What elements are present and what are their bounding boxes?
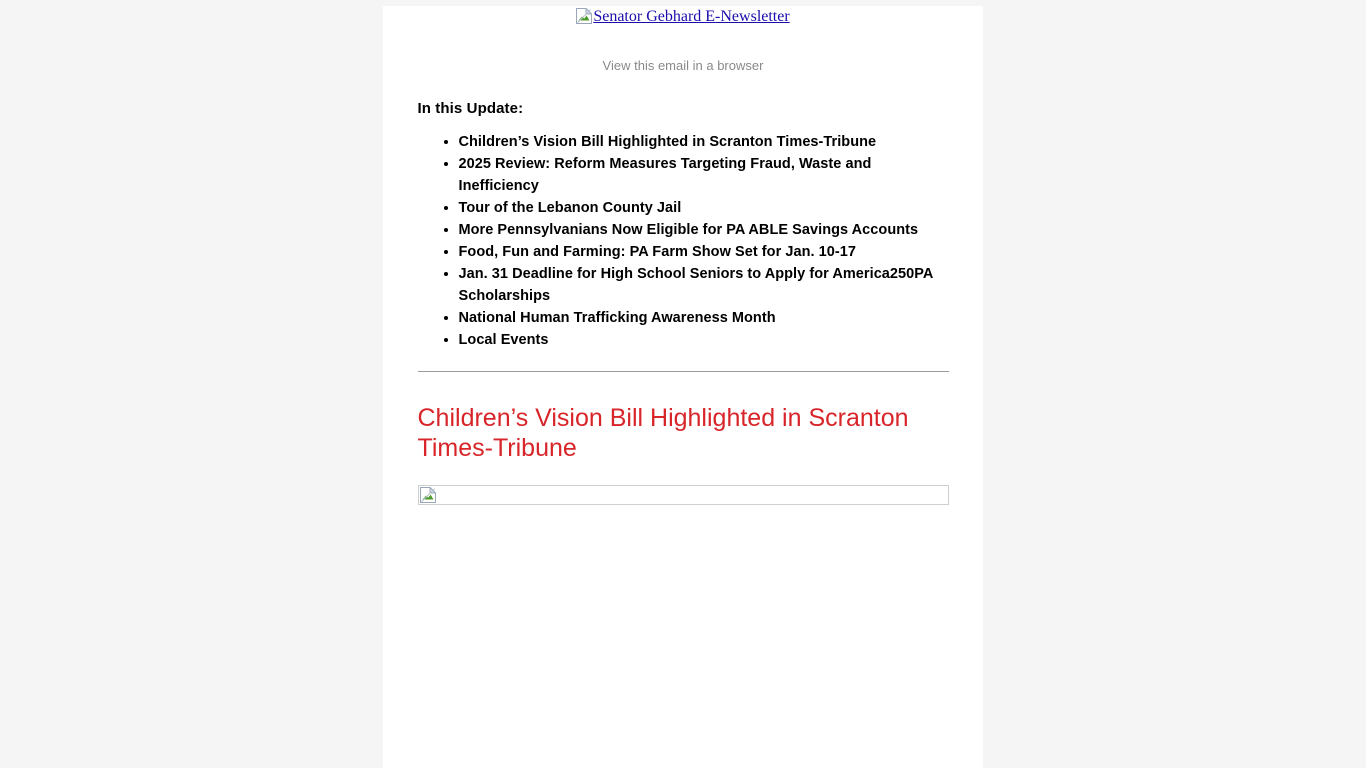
broken-image-icon bbox=[420, 487, 436, 503]
list-item: • Children’s Vision Bill Highlighted in Scranton Times-Tribune bbox=[459, 131, 949, 153]
view-in-browser-link[interactable]: View this email in a browser bbox=[602, 58, 764, 73]
in-this-update-heading: In this Update: bbox=[417, 100, 524, 117]
broken-image-icon bbox=[576, 8, 592, 24]
list-item: • Tour of the Lebanon County Jail bbox=[459, 197, 949, 219]
list-item: • 2025 Review: Reform Measures Targeting Fraud, Waste and Inefficiency bbox=[459, 153, 949, 197]
section-divider bbox=[418, 371, 949, 372]
update-item-list bbox=[418, 131, 949, 351]
list-item: • Jan. 31 Deadline for High School Seniors to Apply for America250PA Scholarships bbox=[459, 263, 949, 307]
article-heading: Children’s Vision Bill Highlighted in Scranton Times-Tribune bbox=[417, 404, 909, 462]
newsletter-logo-link[interactable] bbox=[576, 8, 789, 26]
list-item: • Food, Fun and Farming: PA Farm Show Set for Jan. 10-17 bbox=[459, 241, 949, 263]
newsletter-logo-alt-text: Senator Gebhard E-Newsletter bbox=[593, 8, 790, 25]
list-item: • Local Events bbox=[459, 329, 949, 351]
email-content-container bbox=[383, 6, 983, 768]
list-item: • More Pennsylvanians Now Eligible for PA ABLE Savings Accounts bbox=[459, 219, 949, 241]
email-inner-column bbox=[418, 6, 949, 505]
view-in-browser-row bbox=[418, 58, 949, 74]
article-broken-image[interactable] bbox=[418, 485, 949, 505]
list-item: • National Human Trafficking Awareness Month bbox=[459, 307, 949, 329]
newsletter-logo-row bbox=[418, 6, 949, 30]
